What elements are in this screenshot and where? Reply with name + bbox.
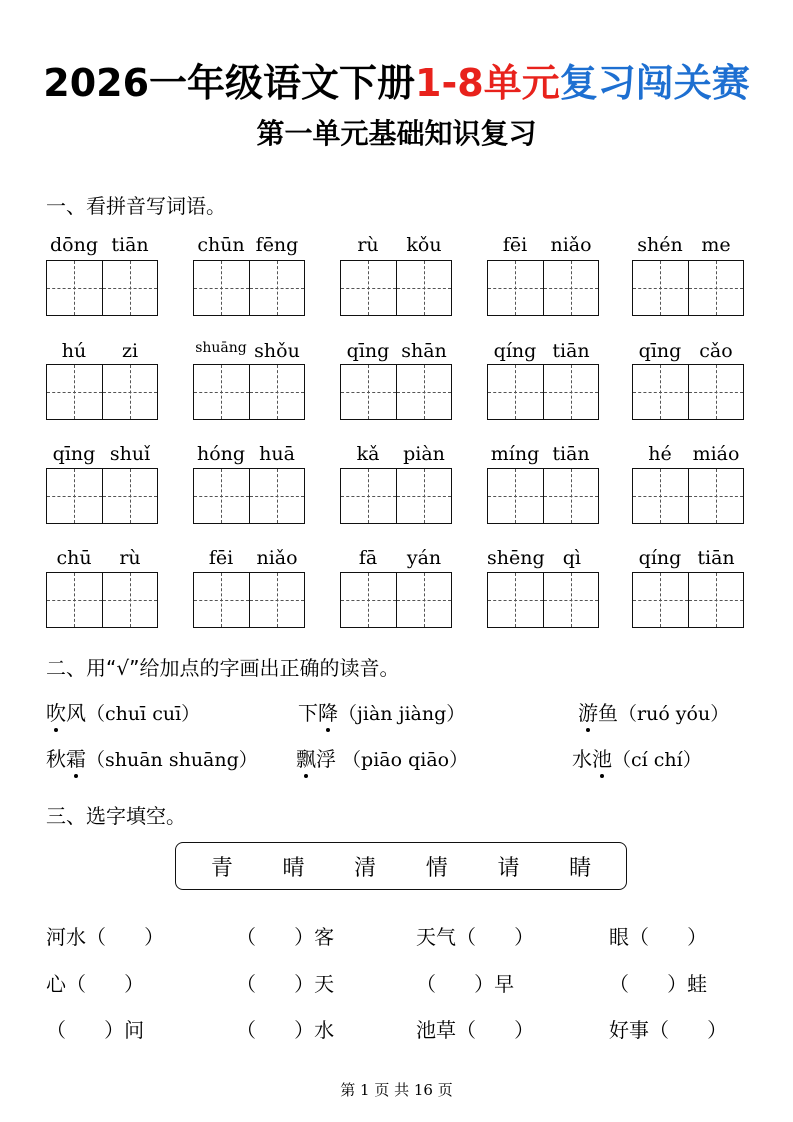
pinyin-label xyxy=(46,443,158,465)
page-subtitle: 第一单元基础知识复习 xyxy=(256,117,537,150)
writing-grid[interactable] xyxy=(46,572,158,628)
pinyin-syllable: qíng xyxy=(638,547,682,569)
fill-blank-item[interactable]: （ ）问 xyxy=(46,1018,145,1042)
pinyin-syllable: tiān xyxy=(552,443,590,465)
choice-char: 睛 xyxy=(569,855,592,881)
pinyin-label xyxy=(193,234,305,256)
writing-cell[interactable] xyxy=(396,469,452,523)
fill-blank-item[interactable]: （ ）天 xyxy=(236,972,335,996)
fill-blank-item[interactable]: 好事（ ） xyxy=(609,1018,728,1042)
pinyin-syllable: niǎo xyxy=(550,234,592,256)
pinyin-label xyxy=(193,340,305,362)
writing-cell[interactable] xyxy=(47,573,102,627)
writing-grid[interactable] xyxy=(487,260,599,316)
pinyin-syllable: shēng xyxy=(487,547,545,569)
pinyin-syllable: miáo xyxy=(692,443,740,465)
pronunciation-item xyxy=(572,743,702,772)
pinyin-syllable: me xyxy=(701,234,731,256)
section1-heading: 一、看拼音写词语。 xyxy=(46,194,226,218)
word-char: 下 xyxy=(298,701,318,725)
writing-cell[interactable] xyxy=(396,365,452,419)
writing-cell[interactable] xyxy=(688,261,744,315)
writing-cell[interactable] xyxy=(341,573,396,627)
choice-char: 晴 xyxy=(282,855,305,881)
choice-char: 请 xyxy=(497,855,520,881)
reading-options[interactable]: （piāo qiāo） xyxy=(336,749,469,771)
writing-grid[interactable] xyxy=(340,468,452,524)
pinyin-label xyxy=(193,547,305,569)
fill-blank-item[interactable]: （ ）水 xyxy=(236,1018,335,1042)
fill-blank-item[interactable]: 池草（ ） xyxy=(416,1018,535,1042)
writing-cell[interactable] xyxy=(688,365,744,419)
reading-options[interactable]: （jiàn jiàng） xyxy=(338,703,466,725)
word-char: 吹 xyxy=(46,697,66,726)
pronunciation-item xyxy=(578,697,729,726)
fill-blank-item[interactable]: 河水（ ） xyxy=(46,925,165,949)
writing-grid[interactable] xyxy=(193,260,305,316)
writing-cell[interactable] xyxy=(47,261,102,315)
writing-cell[interactable] xyxy=(341,469,396,523)
pronunciation-item xyxy=(46,697,200,726)
writing-cell[interactable] xyxy=(249,573,305,627)
pinyin-syllable: shān xyxy=(401,340,447,362)
writing-cell[interactable] xyxy=(396,573,452,627)
fill-blank-item[interactable]: （ ）早 xyxy=(416,972,515,996)
writing-cell[interactable] xyxy=(249,365,305,419)
writing-cell[interactable] xyxy=(194,365,249,419)
reading-options[interactable]: （ruó yóu） xyxy=(618,703,730,725)
pinyin-label xyxy=(340,443,452,465)
writing-grid[interactable] xyxy=(632,364,744,420)
pinyin-label xyxy=(46,234,158,256)
writing-cell[interactable] xyxy=(249,469,305,523)
writing-grid[interactable] xyxy=(340,364,452,420)
section2-heading: 二、用“√”给加点的字画出正确的读音。 xyxy=(46,656,400,680)
pinyin-label xyxy=(487,547,599,569)
writing-cell[interactable] xyxy=(543,573,599,627)
reading-options[interactable]: （shuān shuāng） xyxy=(86,749,258,771)
pinyin-syllable: kǎ xyxy=(356,443,380,465)
writing-cell[interactable] xyxy=(47,469,102,523)
writing-grid[interactable] xyxy=(193,468,305,524)
writing-grid[interactable] xyxy=(487,364,599,420)
pinyin-label xyxy=(193,443,305,465)
writing-cell[interactable] xyxy=(488,365,543,419)
pinyin-syllable: niǎo xyxy=(256,547,298,569)
word-char: 霜 xyxy=(66,743,86,772)
pinyin-syllable: hóng xyxy=(196,443,246,465)
pinyin-label xyxy=(46,547,158,569)
pinyin-syllable: rù xyxy=(357,234,379,256)
page-footer: 第 1 页 共 16 页 xyxy=(340,1081,453,1099)
reading-options[interactable]: （chuī cuī） xyxy=(86,703,201,725)
pinyin-syllable: fēng xyxy=(255,234,299,256)
pinyin-syllable: qì xyxy=(562,547,581,569)
title-part-review: 复习闯关赛 xyxy=(559,61,750,105)
word-char: 飘 xyxy=(296,743,316,772)
writing-cell[interactable] xyxy=(396,261,452,315)
pinyin-syllable: huā xyxy=(259,443,295,465)
pinyin-label xyxy=(632,547,744,569)
pronunciation-item xyxy=(296,743,468,772)
writing-cell[interactable] xyxy=(102,365,158,419)
fill-blank-item[interactable]: 天气（ ） xyxy=(416,925,535,949)
pinyin-syllable: fēi xyxy=(208,547,234,569)
writing-cell[interactable] xyxy=(488,469,543,523)
title-part-grade: 2026一年级语文下册 xyxy=(43,61,416,105)
pinyin-syllable: piàn xyxy=(403,443,445,465)
writing-cell[interactable] xyxy=(488,573,543,627)
writing-grid[interactable] xyxy=(340,572,452,628)
writing-grid[interactable] xyxy=(632,260,744,316)
pinyin-syllable: dōng xyxy=(49,234,98,256)
pinyin-syllable: tiān xyxy=(552,340,590,362)
writing-grid[interactable] xyxy=(46,468,158,524)
writing-grid[interactable] xyxy=(46,364,158,420)
writing-grid[interactable] xyxy=(632,468,744,524)
writing-cell[interactable] xyxy=(341,365,396,419)
page-title xyxy=(0,52,793,107)
word-char: 风 xyxy=(66,701,86,725)
character-choice-box xyxy=(175,842,627,890)
pinyin-label xyxy=(632,234,744,256)
writing-cell[interactable] xyxy=(102,573,158,627)
writing-cell[interactable] xyxy=(633,469,688,523)
pinyin-syllable: kǒu xyxy=(406,234,442,256)
writing-grid[interactable] xyxy=(46,260,158,316)
writing-cell[interactable] xyxy=(194,469,249,523)
writing-cell[interactable] xyxy=(47,365,102,419)
pinyin-syllable: chū xyxy=(56,547,92,569)
pinyin-label xyxy=(632,443,744,465)
pinyin-syllable: fēi xyxy=(502,234,528,256)
writing-cell[interactable] xyxy=(688,469,744,523)
writing-cell[interactable] xyxy=(688,573,744,627)
word-char: 鱼 xyxy=(598,701,618,725)
word-char: 秋 xyxy=(46,747,66,771)
pinyin-syllable: shén xyxy=(637,234,683,256)
writing-grid[interactable] xyxy=(487,468,599,524)
pinyin-label xyxy=(487,443,599,465)
fill-blank-item[interactable]: 眼（ ） xyxy=(609,925,708,949)
writing-cell[interactable] xyxy=(102,261,158,315)
pronunciation-item xyxy=(46,743,258,772)
pinyin-syllable: hú xyxy=(61,340,87,362)
writing-cell[interactable] xyxy=(194,573,249,627)
writing-grid[interactable] xyxy=(487,572,599,628)
choice-char: 情 xyxy=(425,855,448,881)
writing-grid[interactable] xyxy=(193,572,305,628)
pinyin-label xyxy=(46,340,158,362)
reading-options[interactable]: （cí chí） xyxy=(612,749,702,771)
pinyin-syllable: shuǐ xyxy=(109,443,151,465)
pinyin-syllable: rù xyxy=(119,547,141,569)
writing-cell[interactable] xyxy=(102,469,158,523)
pinyin-syllable: tiān xyxy=(111,234,149,256)
pinyin-label xyxy=(632,340,744,362)
pinyin-syllable: tiān xyxy=(697,547,735,569)
pinyin-syllable: hé xyxy=(648,443,672,465)
writing-cell[interactable] xyxy=(194,261,249,315)
fill-blank-item[interactable]: 心（ ） xyxy=(46,972,145,996)
pinyin-syllable: zi xyxy=(121,340,139,362)
writing-cell[interactable] xyxy=(543,365,599,419)
pinyin-syllable: shǒu xyxy=(254,340,300,362)
pinyin-syllable: yán xyxy=(406,547,442,569)
word-char: 浮 xyxy=(316,747,336,771)
writing-cell[interactable] xyxy=(633,365,688,419)
pinyin-syllable: qīng xyxy=(52,443,96,465)
writing-cell[interactable] xyxy=(633,261,688,315)
writing-grid[interactable] xyxy=(193,364,305,420)
word-char: 池 xyxy=(592,743,612,772)
section3-heading: 三、选字填空。 xyxy=(46,804,186,828)
title-part-units: 1-8单元 xyxy=(415,61,560,105)
fill-blank-item[interactable]: （ ）蛙 xyxy=(609,972,708,996)
writing-cell[interactable] xyxy=(543,261,599,315)
pinyin-syllable: míng xyxy=(490,443,540,465)
choice-char: 清 xyxy=(354,855,377,881)
fill-blank-item[interactable]: （ ）客 xyxy=(236,925,335,949)
choice-char: 青 xyxy=(210,855,233,881)
pinyin-label xyxy=(340,340,452,362)
pinyin-syllable: shuāng xyxy=(195,340,247,356)
writing-cell[interactable] xyxy=(543,469,599,523)
pinyin-syllable: cǎo xyxy=(699,340,733,362)
word-char: 水 xyxy=(572,747,592,771)
pinyin-syllable: qīng xyxy=(638,340,682,362)
writing-cell[interactable] xyxy=(633,573,688,627)
pinyin-label xyxy=(487,340,599,362)
pinyin-label xyxy=(487,234,599,256)
writing-cell[interactable] xyxy=(249,261,305,315)
pinyin-syllable: fā xyxy=(358,547,378,569)
word-char: 游 xyxy=(578,697,598,726)
pronunciation-item xyxy=(298,697,465,726)
writing-cell[interactable] xyxy=(341,261,396,315)
pinyin-syllable: qīng xyxy=(346,340,390,362)
word-char: 降 xyxy=(318,697,338,726)
writing-cell[interactable] xyxy=(488,261,543,315)
pinyin-label xyxy=(340,547,452,569)
writing-grid[interactable] xyxy=(632,572,744,628)
pinyin-syllable: chūn xyxy=(197,234,245,256)
pinyin-syllable: qíng xyxy=(493,340,537,362)
writing-grid[interactable] xyxy=(340,260,452,316)
pinyin-label xyxy=(340,234,452,256)
